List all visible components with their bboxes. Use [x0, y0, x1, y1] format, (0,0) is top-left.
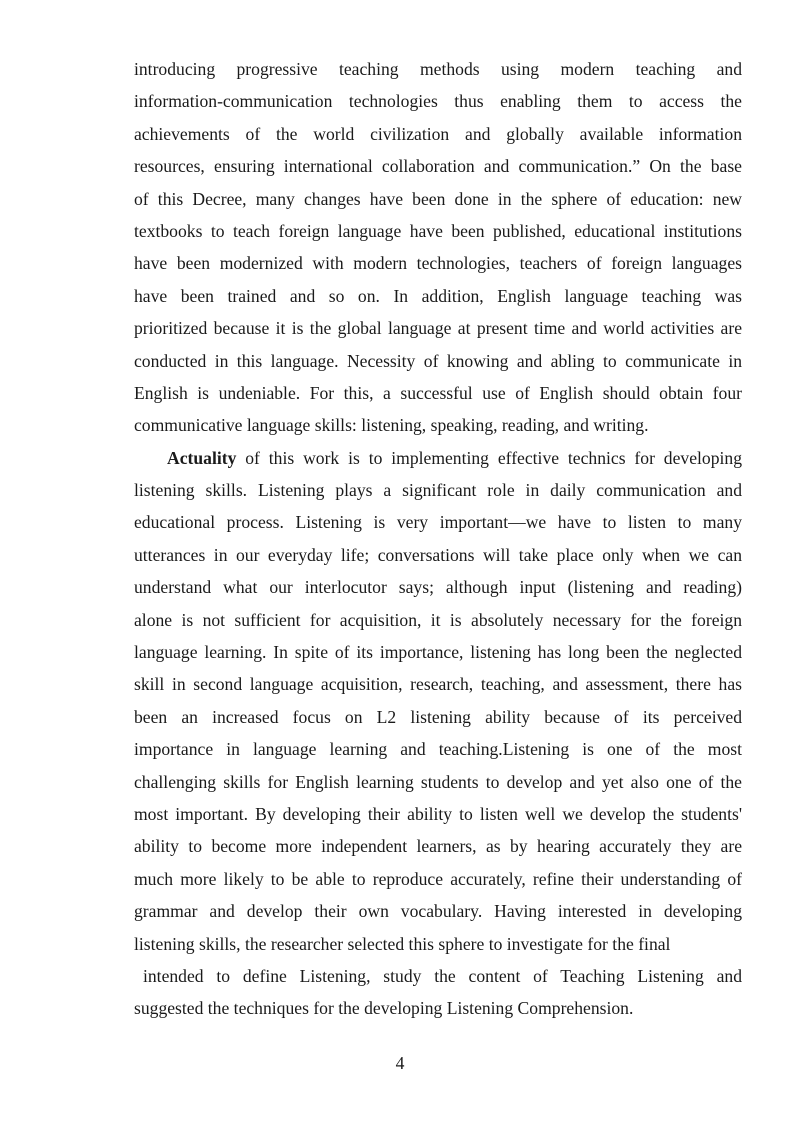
text-line: English is undeniable. For this, a successful use of English should obtain four: [134, 382, 742, 403]
text-line: most important. By developing their ability to listen well we develop the students': [134, 803, 742, 824]
text-line: understand what our interlocutor says; although input (listening and reading): [134, 577, 742, 598]
page-number: 4: [395, 1053, 405, 1073]
text-fragment: of this work is to implementing effective technics for developing: [236, 447, 742, 468]
text-line: been an increased focus on L2 listening ability because of its perceived: [134, 706, 742, 727]
text-line: have been modernized with modern technologies, teachers of foreign languages: [134, 253, 742, 274]
text-line: language learning. In spite of its importance, listening has long been the neglected: [134, 642, 742, 663]
text-line: have been trained and so on. In addition, English language teaching was: [134, 285, 742, 306]
text-line: challenging skills for English learning students to develop and yet also one of the: [134, 771, 742, 792]
text-line: listening skills, the researcher selected this sphere to investigate for the final: [134, 933, 671, 954]
text-line: textbooks to teach foreign language have been published, educational institutions: [134, 220, 742, 241]
actuality-heading: Actuality: [167, 447, 237, 468]
text-line: alone is not sufficient for acquisition, it is absolutely necessary for the foreign: [134, 609, 742, 630]
text-line: ability to become more independent learners, as by hearing accurately they are: [134, 836, 742, 857]
body-text: [134, 53, 742, 1025]
text-line: utterances in our everyday life; conversations will take place only when we can: [134, 544, 742, 565]
text-line: prioritized because it is the global language at present time and world activities are: [134, 318, 742, 339]
text-line: of this Decree, many changes have been done in the sphere of education: new: [134, 188, 742, 209]
paragraph-3: [134, 960, 742, 1025]
text-line: grammar and develop their own vocabulary. Having interested in developing: [134, 901, 742, 922]
text-line: introducing progressive teaching methods using modern teaching and: [134, 59, 742, 79]
text-line: much more likely to be able to reproduce accurately, refine their understanding of: [134, 868, 742, 889]
paragraph-1: [134, 53, 742, 442]
text-line: skill in second language acquisition, research, teaching, and assessment, there has: [134, 674, 742, 695]
text-line: [134, 442, 742, 474]
text-line: achievements of the world civilization and globally available information: [134, 123, 742, 144]
paragraph-2: [134, 442, 742, 960]
text-line: importance in language learning and teaching.Listening is one of the most: [134, 739, 742, 760]
text-line: information-communication technologies thus enabling them to access the: [134, 91, 742, 112]
text-line: suggested the techniques for the developing Listening Comprehension.: [134, 998, 634, 1019]
text-line: resources, ensuring international collaboration and communication.” On the base: [134, 156, 742, 177]
text-line: educational process. Listening is very important—we have to listen to many: [134, 512, 742, 533]
text-line: conducted in this language. Necessity of knowing and abling to communicate in: [134, 350, 742, 371]
text-line: communicative language skills: listening, speaking, reading, and writing.: [134, 415, 649, 436]
text-line: listening skills. Listening plays a significant role in daily communication and: [134, 480, 742, 501]
text-line: intended to define Listening, study the content of Teaching Listening and: [143, 965, 742, 986]
